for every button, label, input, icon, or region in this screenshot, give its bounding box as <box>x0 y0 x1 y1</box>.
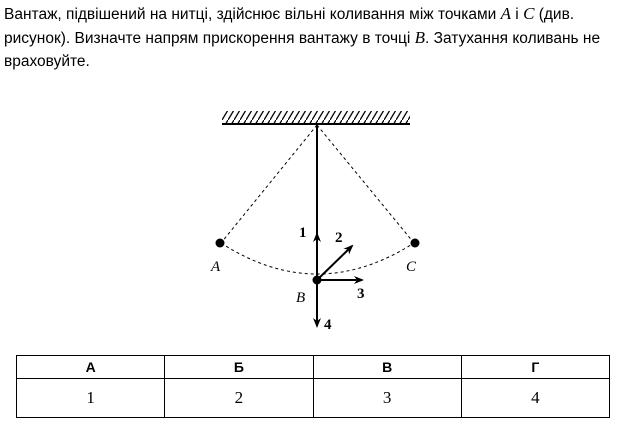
point-c-ref: C <box>523 4 535 23</box>
string-to-c <box>317 125 414 243</box>
point-b-mass <box>313 276 322 285</box>
answer-option-g[interactable]: 4 <box>461 379 609 418</box>
question-part-2: (див. рисунок). Визначте напрям прискорення вантажу в точці <box>4 6 575 47</box>
point-a-ref: A <box>500 4 511 23</box>
answer-header-row <box>17 356 610 379</box>
question-conj: і <box>511 6 524 23</box>
answer-option-v[interactable]: 3 <box>313 379 461 418</box>
arrow-4-label: 4 <box>324 317 332 333</box>
point-a-mass <box>216 239 225 248</box>
point-c-mass <box>411 239 420 248</box>
answer-option-a[interactable]: 1 <box>17 379 165 418</box>
answer-header-a: А <box>17 356 165 379</box>
point-b-label: B <box>296 290 306 306</box>
point-b-ref: B <box>414 28 426 47</box>
point-a-label: A <box>211 259 221 275</box>
answer-header-b: Б <box>165 356 313 379</box>
answer-values-row <box>17 379 610 418</box>
answer-table <box>16 355 610 418</box>
arrow-2-label: 2 <box>335 230 343 246</box>
arrow-2-diagonal <box>317 246 352 280</box>
answer-option-b[interactable]: 2 <box>165 379 313 418</box>
arrow-1-label: 1 <box>299 225 307 241</box>
point-c-label: C <box>406 259 417 275</box>
question-part-3: . Затухання коливань не враховуйте. <box>4 30 601 70</box>
arrow-3-label: 3 <box>357 286 365 302</box>
question-part-1: Вантаж, підвішений на нитці, здійснює вільні коливання між точками <box>4 6 501 23</box>
answer-header-g: Г <box>461 356 609 379</box>
answer-header-v: В <box>313 356 461 379</box>
ceiling-support <box>222 111 410 124</box>
